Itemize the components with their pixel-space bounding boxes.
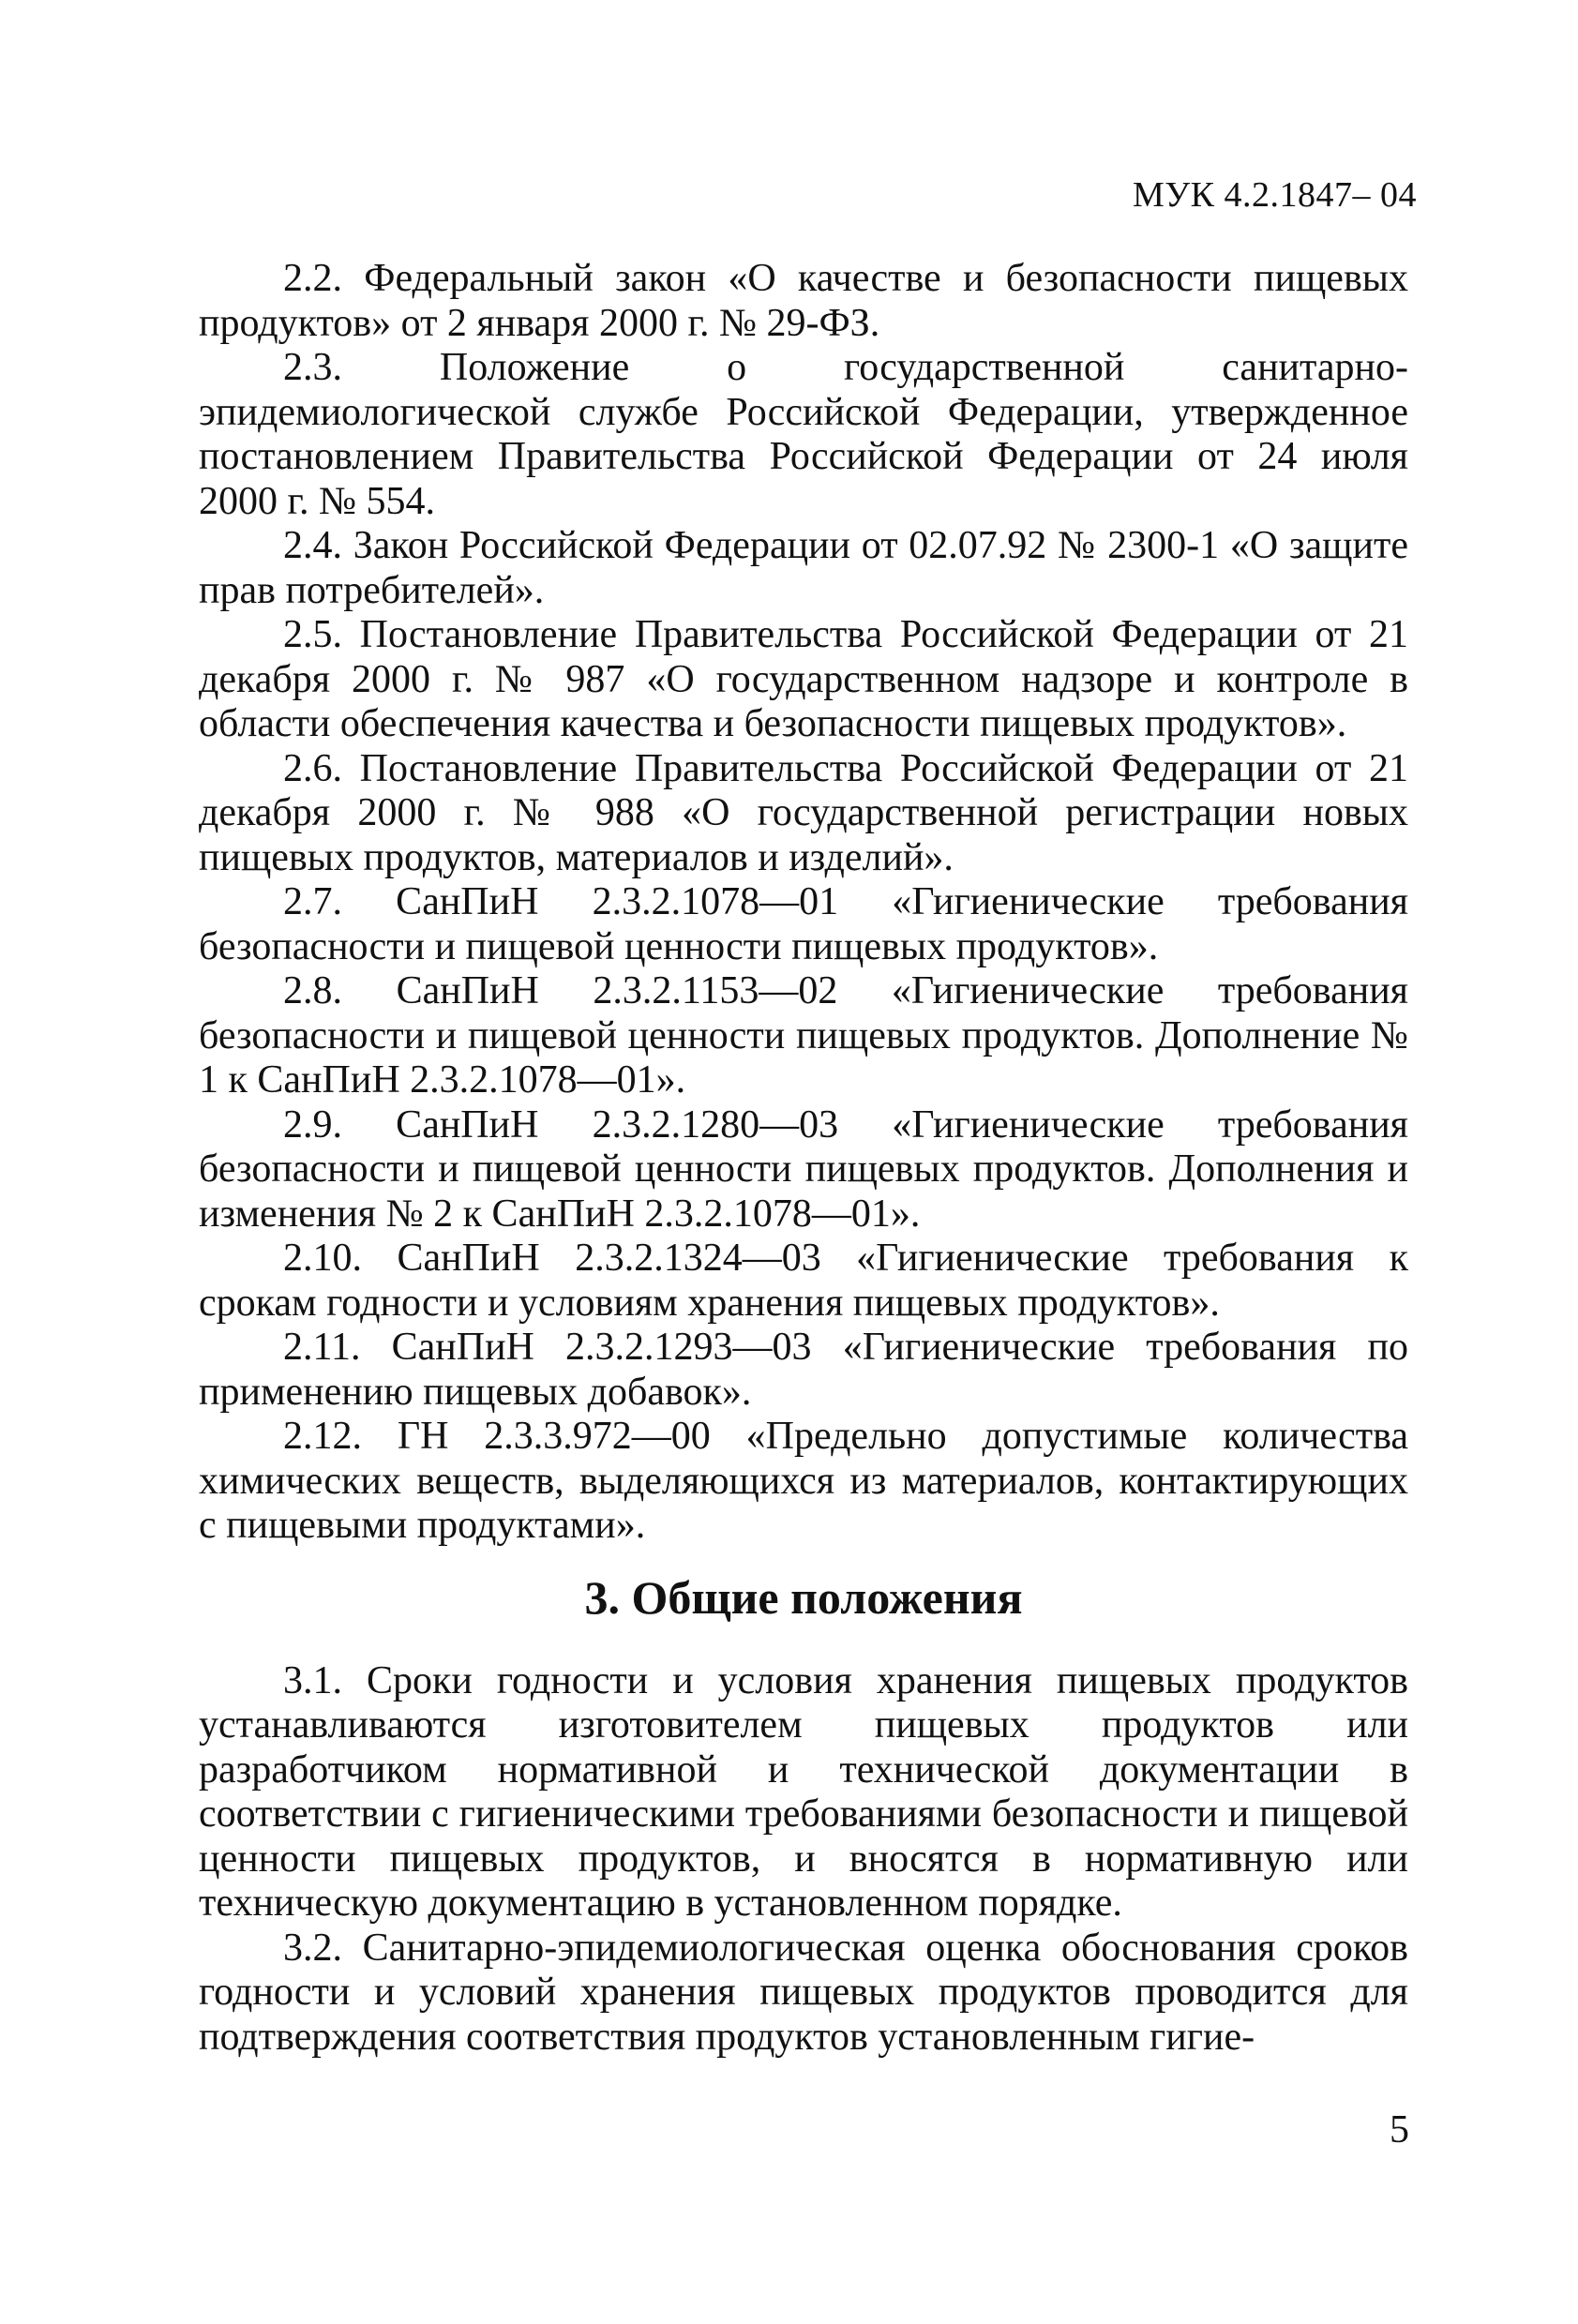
reference-item-2-2: 2.2. Федеральный закон «О качестве и безопасности пищевых продуктов» от 2 января 2000 г. № 29-ФЗ. bbox=[199, 257, 1408, 345]
reference-item-2-12: 2.12. ГН 2.3.3.972—00 «Предельно допустимые количества химических веществ, выделяющихся из материалов, контактирующих с пищевыми продуктами». bbox=[199, 1415, 1408, 1547]
reference-item-2-4: 2.4. Закон Российской Федерации от 02.07.92 № 2300-1 «О защите прав потребителей». bbox=[199, 524, 1408, 612]
reference-item-2-10: 2.10. СанПиН 2.3.2.1324—03 «Гигиенические требования к срокам годности и условиям хранения пищевых продуктов». bbox=[199, 1237, 1408, 1325]
reference-item-2-11: 2.11. СанПиН 2.3.2.1293—03 «Гигиенические требования по применению пищевых добавок». bbox=[199, 1326, 1408, 1414]
reference-item-2-7: 2.7. СанПиН 2.3.2.1078—01 «Гигиенические требования безопасности и пищевой ценности пищевых продуктов». bbox=[199, 880, 1408, 968]
reference-item-2-9: 2.9. СанПиН 2.3.2.1280—03 «Гигиенические требования безопасности и пищевой ценности пищевых продуктов. Дополнения и изменения № 2 к СанПиН 2.3.2.1078—01». bbox=[199, 1102, 1408, 1236]
section-title: 3. Общие положения bbox=[584, 1570, 1023, 1624]
document-code: МУК 4.2.1847– 04 bbox=[1132, 175, 1417, 215]
reference-item-2-5: 2.5. Постановление Правительства Российской Федерации от 21 декабря 2000 г. № 987 «О государственном надзоре и контроле в области обеспечения качества и безопасности пищевых продуктов». bbox=[199, 613, 1408, 745]
paragraph-3-2: 3.2. Санитарно-эпидемиологическая оценка обоснования сроков годности и условий хранения пищевых продуктов проводится для подтверждения соответствия продуктов установленным гигие- bbox=[199, 1926, 1408, 2059]
page-body bbox=[199, 257, 1408, 2060]
paragraph-3-1: 3.1. Сроки годности и условия хранения пищевых продуктов устанавливаются изготовителем пищевых продуктов или разработчиком нормативной и технической документации в соответствии с гигиеническими требованиями безопасности и пищевой ценности пищевых продуктов, и вносятся в нормативную или техническую документацию в установленном порядке. bbox=[199, 1658, 1408, 1925]
page-number: 5 bbox=[1390, 2108, 1409, 2152]
reference-item-2-8: 2.8. СанПиН 2.3.2.1153—02 «Гигиенические требования безопасности и пищевой ценности пищевых продуктов. Дополнение № 1 к СанПиН 2.3.2.1078—01». bbox=[199, 969, 1408, 1102]
reference-item-2-6: 2.6. Постановление Правительства Российской Федерации от 21 декабря 2000 г. № 988 «О государственной регистрации новых пищевых продуктов, материалов и изделий». bbox=[199, 746, 1408, 879]
reference-item-2-3: 2.3. Положение о государственной санитарно-эпидемиологической службе Российской Федерации, утвержденное постановлением Правительства Российской Федерации от 24 июля 2000 г. № 554. bbox=[199, 346, 1408, 523]
